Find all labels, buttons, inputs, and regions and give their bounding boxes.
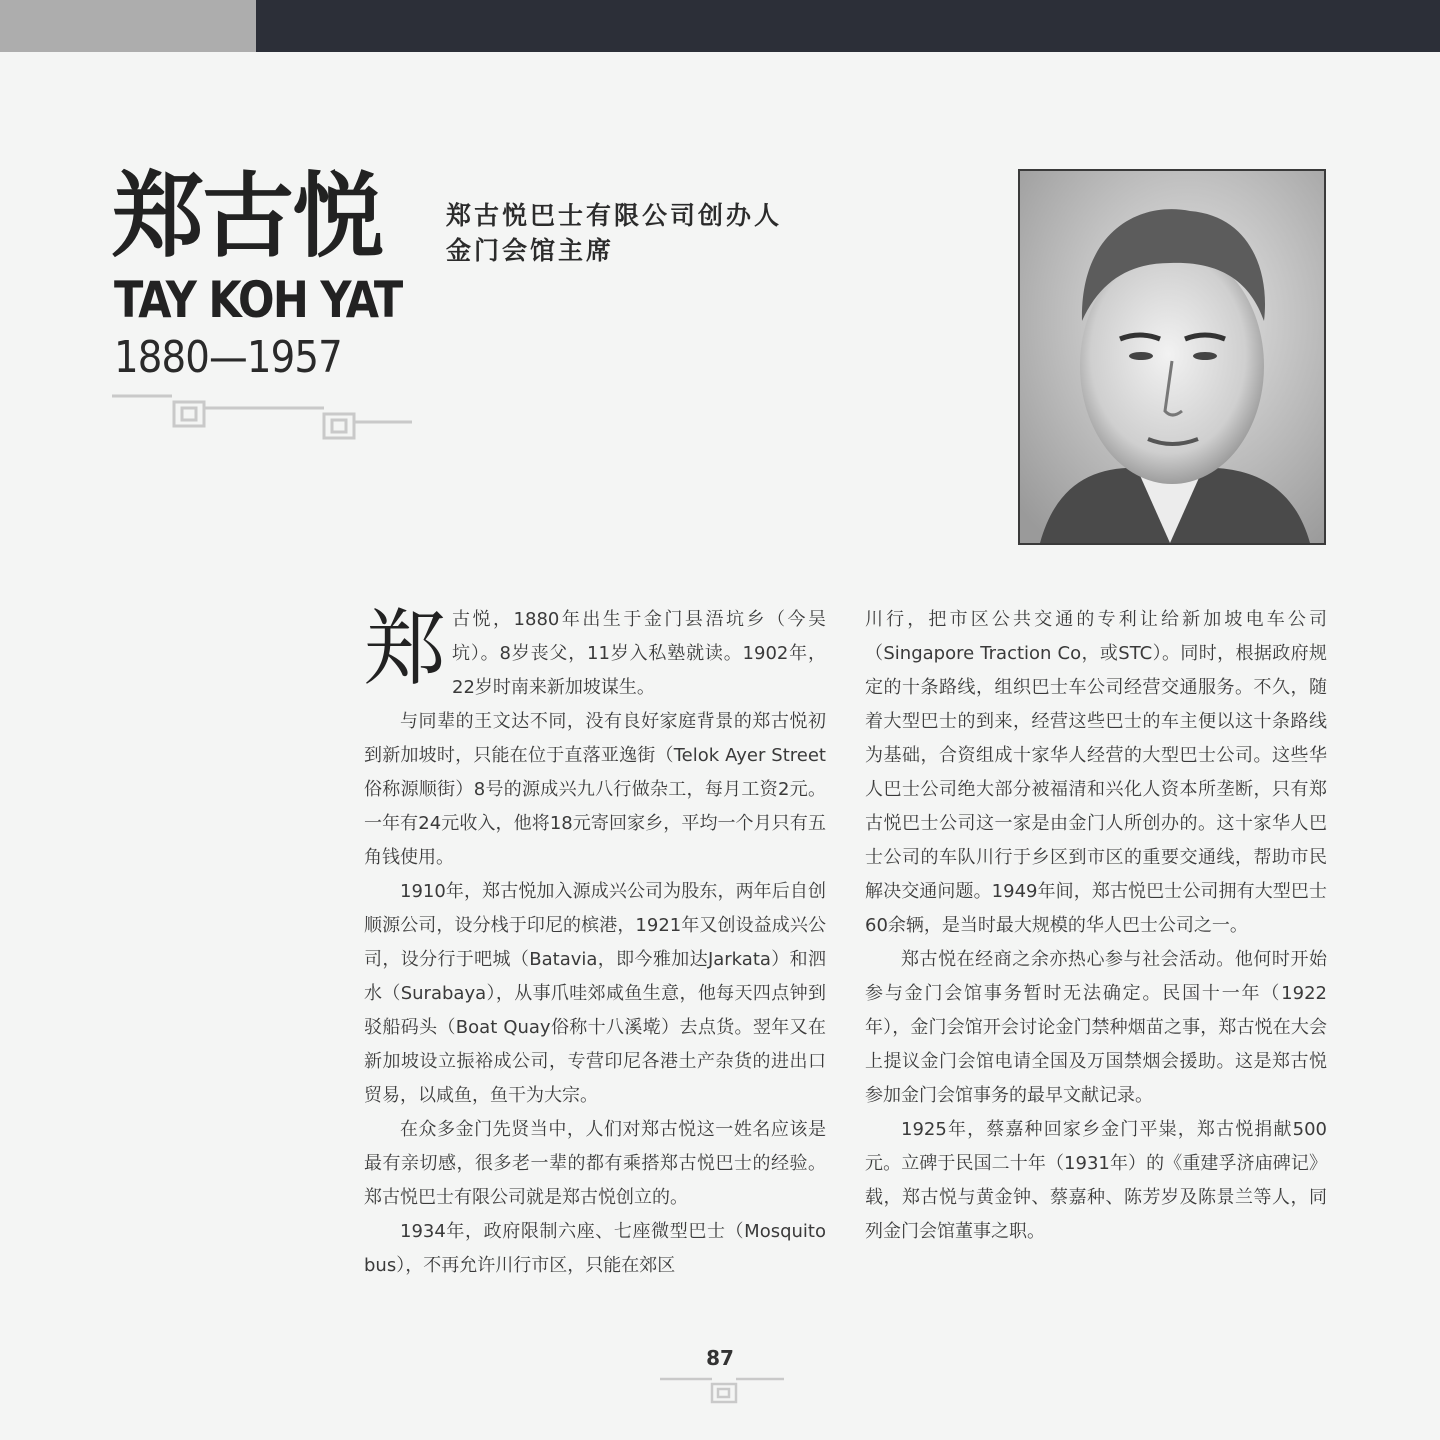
- header-bar-dark: [256, 0, 1440, 52]
- paragraph: 1934年，政府限制六座、七座微型巴士（Mosquito bus），不再允许川行市区，只能在郊区: [364, 1221, 826, 1276]
- paragraph: 1925年，蔡嘉种回家乡金门平粜，郑古悦捐献500元。立碑于民国二十年（1931年）的《重建孚济庙碑记》载，郑古悦与黄金钟、蔡嘉种、陈芳岁及陈景兰等人，同列金门会馆董事之职。: [865, 1119, 1327, 1242]
- header-bar-gray: [0, 0, 256, 52]
- paragraph: [364, 603, 826, 705]
- subtitle-line: 金门会馆主席: [446, 236, 615, 265]
- footer-fret-ornament-icon: [660, 1376, 786, 1406]
- paragraph: 在众多金门先贤当中，人们对郑古悦这一姓名应该是最有亲切感，很多老一辈的都有乘搭郑古悦巴士的经验。郑古悦巴士有限公司就是郑古悦创立的。: [364, 1119, 826, 1208]
- portrait-image: [1020, 171, 1324, 543]
- page-number: 87: [706, 1346, 734, 1370]
- subtitle-line: 郑古悦巴士有限公司创办人: [446, 201, 783, 230]
- paragraph: 川行，把市区公共交通的专利让给新加坡电车公司（Singapore Traction Co，或STC）。同时，根据政府规定的十条路线，组织巴士车公司经营交通服务。不久，随着大型巴士的到来，经营这些巴士的车主便以这十条路线为基础，合资组成十家华人经营的大型巴士公司。这些华人巴士公司绝大部分被福清和兴化人资本所垄断，只有郑古悦巴士公司这一家是由金门人所创办的。这十家华人巴士公司的车队川行于乡区到市区的重要交通线，帮助市民解决交通问题。1949年间，郑古悦巴士公司拥有大型巴士60余辆，是当时最大规模的华人巴士公司之一。: [865, 609, 1327, 936]
- portrait-photo: [1018, 169, 1326, 545]
- title-english-name: TAY KOH YAT: [114, 271, 402, 329]
- subtitle-titles: [446, 198, 782, 268]
- fret-ornament-icon: [112, 392, 416, 444]
- life-years: 1880—1957: [114, 332, 342, 383]
- paragraph: 1910年，郑古悦加入源成兴公司为股东，两年后自创顺源公司，设分栈于印尼的槟港，1921年又创设益成兴公司，设分行于吧城（Batavia，即今雅加达Jarkata）和泗水（Surabaya），从事爪哇郊咸鱼生意，他每天四点钟到驳船码头（Boat Quay俗称十八溪墘）去点货。翌年又在新加坡设立振裕成公司，专营印尼各港土产杂货的进出口贸易，以咸鱼，鱼干为大宗。: [364, 881, 826, 1106]
- paragraph-text: 古悦，1880年出生于金门县浯坑乡（今吴坑）。8岁丧父，11岁入私塾就读。1902年，22岁时南来新加坡谋生。: [452, 609, 826, 698]
- paragraph: 与同辈的王文达不同，没有良好家庭背景的郑古悦初到新加坡时，只能在位于直落亚逸街（Telok Ayer Street俗称源顺街）8号的源成兴九八行做杂工，每月工资2元。一年有24元收入，他将18元寄回家乡，平均一个月只有五角钱使用。: [364, 711, 826, 868]
- article-column-right: [865, 603, 1327, 1249]
- paragraph: 郑古悦在经商之余亦热心参与社会活动。他何时开始参与金门会馆事务暂时无法确定。民国十一年（1922年），金门会馆开会讨论金门禁种烟苗之事，郑古悦在大会上提议金门会馆电请全国及万国禁烟会援助。这是郑古悦参加金门会馆事务的最早文献记录。: [865, 949, 1327, 1106]
- title-chinese-name: 郑古悦: [112, 163, 383, 270]
- article-column-left: [364, 603, 826, 1283]
- drop-cap: 郑: [364, 603, 447, 697]
